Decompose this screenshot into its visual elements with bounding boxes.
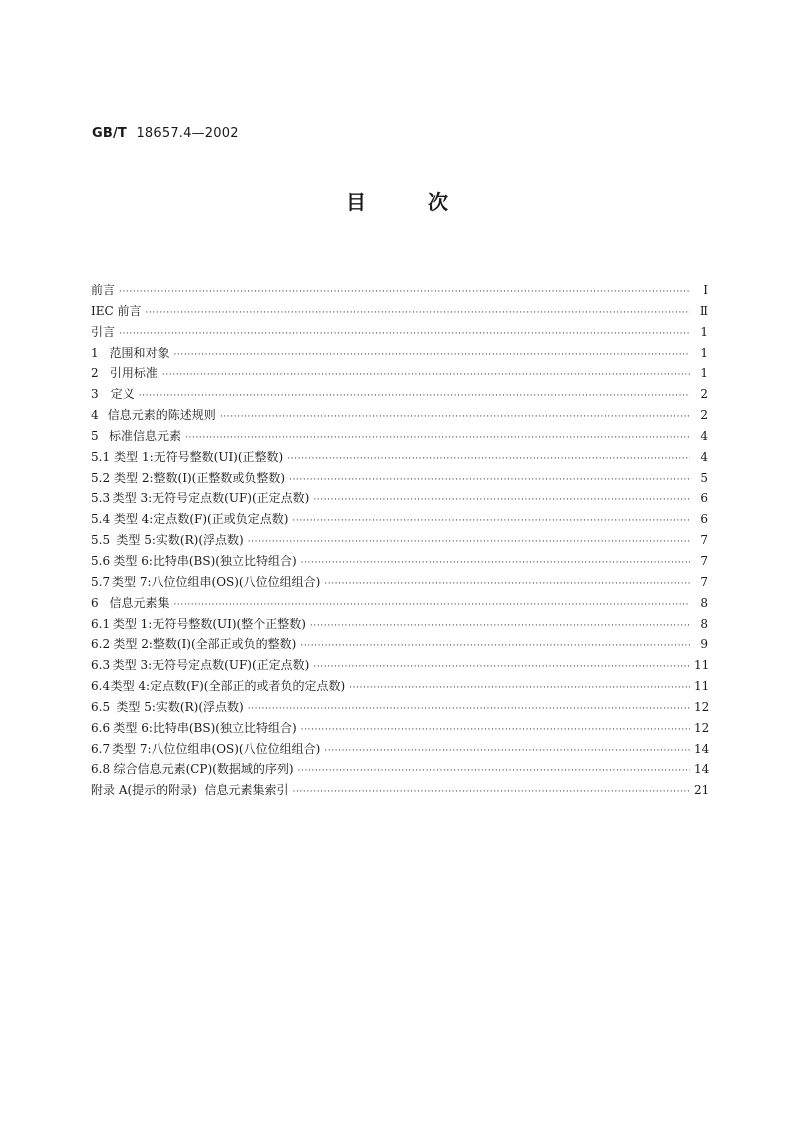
toc-entry-label: 附录 A(提示的附录) 信息元素集索引: [91, 783, 289, 798]
toc-entry[interactable]: [91, 322, 708, 343]
toc-entry-label: 范围和对象: [109, 345, 170, 360]
table-of-contents: [91, 280, 708, 801]
standard-code-number: 18657.4—2002: [136, 126, 239, 141]
toc-entry-page: 1: [700, 324, 708, 339]
toc-entry[interactable]: [91, 676, 708, 697]
toc-entry-number: 5.2: [91, 470, 111, 485]
toc-leader-dots: [185, 428, 690, 449]
toc-entry[interactable]: [91, 614, 708, 635]
toc-leader-dots: [173, 345, 690, 366]
toc-entry-label: 信息元素的陈述规则: [107, 408, 216, 423]
toc-leader-dots: [298, 761, 690, 782]
toc-entry-number: 5.7: [91, 574, 111, 589]
toc-entry-number: 1: [91, 345, 99, 360]
toc-leader-dots: [313, 490, 690, 511]
toc-leader-dots: [287, 449, 690, 470]
toc-entry-number: 5.4: [91, 512, 111, 527]
toc-entry-page: 12: [694, 699, 710, 714]
toc-entry-label: 引用标准: [109, 366, 158, 381]
toc-entry[interactable]: [91, 780, 708, 801]
toc-entry[interactable]: [91, 343, 708, 364]
toc-entry-number: 6.2: [91, 637, 111, 652]
toc-entry-page: 11: [694, 679, 710, 694]
toc-entry-page: 6: [700, 512, 708, 527]
toc-entry-label: 标准信息元素: [109, 428, 182, 443]
toc-entry-label: 类型 3:无符号定点数(UF)(正定点数): [112, 491, 310, 506]
toc-entry-label: 前言: [91, 283, 116, 297]
toc-entry-number: 5.1: [91, 449, 111, 464]
toc-entry-page: 2: [700, 408, 708, 423]
toc-entry-number: 6.6: [91, 720, 111, 735]
toc-leader-dots: [313, 657, 690, 678]
toc-leader-dots: [301, 553, 690, 574]
toc-entry[interactable]: [91, 488, 708, 509]
toc-leader-dots: [248, 699, 690, 720]
toc-entry[interactable]: [91, 280, 708, 301]
toc-entry-page: 7: [700, 574, 708, 589]
toc-leader-dots: [292, 511, 690, 532]
toc-entry-label: 类型 1:无符号整数(UI)(正整数): [114, 449, 284, 464]
toc-entry-label: 信息元素集: [109, 595, 170, 610]
toc-entry-label: 类型 7:八位位组串(OS)(八位位组组合): [112, 741, 321, 756]
toc-entry[interactable]: [91, 655, 708, 676]
toc-entry-label: 类型 3:无符号定点数(UF)(正定点数): [112, 658, 310, 673]
toc-entry-label: 类型 2:整数(I)(正整数或负整数): [114, 470, 286, 485]
toc-entry-label: 类型 1:无符号整数(UI)(整个正整数): [112, 616, 306, 631]
toc-entry[interactable]: [91, 363, 708, 384]
toc-entry-page: 14: [694, 741, 710, 756]
toc-leader-dots: [139, 386, 690, 407]
toc-entry-label: 类型 5:实数(R)(浮点数): [116, 699, 244, 714]
toc-entry-page: 1: [700, 366, 708, 381]
toc-leader-dots: [289, 470, 690, 491]
toc-entry-page: Ⅰ: [703, 283, 708, 297]
toc-entry[interactable]: [91, 530, 708, 551]
toc-entry-number: 6.4: [91, 679, 111, 694]
toc-leader-dots: [146, 303, 691, 324]
toc-entry-page: 14: [694, 762, 710, 777]
toc-entry[interactable]: [91, 405, 708, 426]
toc-entry-label: 类型 2:整数(I)(全部正或负的整数): [113, 637, 297, 652]
toc-entry-number: 2: [91, 366, 99, 381]
standard-code: [92, 126, 239, 141]
toc-entry-page: 9: [700, 637, 708, 652]
toc-entry-label: 类型 4:定点数(F)(正或负定点数): [113, 512, 289, 527]
toc-entry-page: 11: [694, 658, 710, 673]
toc-entry[interactable]: [91, 468, 708, 489]
toc-entry-page: 7: [700, 533, 708, 548]
standard-code-prefix: GB/T: [92, 126, 127, 141]
toc-leader-dots: [349, 678, 690, 699]
toc-entry-number: 5.3: [91, 491, 111, 506]
toc-leader-dots: [248, 532, 690, 553]
toc-entry-number: 6.1: [91, 616, 111, 631]
toc-leader-dots: [162, 365, 690, 386]
toc-entry-page: 4: [700, 428, 708, 443]
toc-entry-number: 5.5: [91, 533, 111, 548]
toc-entry-number: 5: [91, 428, 99, 443]
toc-entry-label: 类型 6:比特串(BS)(独立比特组合): [113, 720, 297, 735]
toc-entry-page: 2: [700, 387, 708, 402]
toc-entry-label: 类型 6:比特串(BS)(独立比特组合): [113, 553, 297, 568]
toc-entry-number: 6.7: [91, 741, 111, 756]
toc-entry[interactable]: [91, 759, 708, 780]
toc-entry-page: 8: [700, 616, 708, 631]
toc-entry-label: IEC 前言: [91, 303, 142, 318]
toc-entry[interactable]: [91, 697, 708, 718]
toc-entry-number: 6.5: [91, 699, 111, 714]
toc-entry[interactable]: [91, 718, 708, 739]
toc-entry-number: 4: [91, 408, 99, 423]
toc-entry[interactable]: [91, 739, 708, 760]
toc-leader-dots: [119, 324, 690, 345]
toc-leader-dots: [119, 282, 690, 303]
toc-entry-page: 7: [700, 553, 708, 568]
toc-leader-dots: [292, 782, 690, 803]
toc-entry-number: 3: [91, 387, 99, 402]
toc-entry-label: 类型 7:八位位组串(OS)(八位位组组合): [112, 574, 321, 589]
toc-entry-label: 引言: [91, 324, 116, 339]
toc-entry-page: 12: [694, 720, 710, 735]
toc-leader-dots: [310, 616, 690, 637]
toc-entry-label: 定义: [110, 387, 135, 402]
toc-entry[interactable]: [91, 551, 708, 572]
toc-entry-page: Ⅱ: [699, 303, 708, 318]
toc-entry-number: 6.3: [91, 658, 111, 673]
toc-entry[interactable]: [91, 384, 708, 405]
toc-entry[interactable]: [91, 593, 708, 614]
toc-leader-dots: [324, 741, 690, 762]
toc-leader-dots: [301, 720, 690, 741]
toc-entry-label: 类型 4:定点数(F)(全部正的或者负的定点数): [110, 679, 346, 694]
toc-leader-dots: [173, 595, 690, 616]
toc-entry-page: 21: [694, 783, 710, 798]
toc-entry-page: 6: [700, 491, 708, 506]
toc-entry[interactable]: [91, 447, 708, 468]
toc-entry[interactable]: [91, 572, 708, 593]
toc-leader-dots: [324, 574, 690, 595]
toc-entry-label: 类型 5:实数(R)(浮点数): [116, 533, 244, 548]
page-title: 目次: [346, 190, 510, 214]
toc-entry-number: 6: [91, 595, 99, 610]
toc-entry-number: 6.8: [91, 762, 111, 777]
toc-entry[interactable]: [91, 509, 708, 530]
toc-entry[interactable]: [91, 301, 708, 322]
toc-entry[interactable]: [91, 426, 708, 447]
toc-leader-dots: [220, 407, 690, 428]
toc-entry-label: 综合信息元素(CP)(数据域的序列): [113, 762, 294, 777]
toc-entry-page: 5: [700, 470, 708, 485]
toc-entry-page: 4: [700, 449, 708, 464]
toc-leader-dots: [300, 636, 690, 657]
toc-entry[interactable]: [91, 634, 708, 655]
toc-entry-page: 1: [700, 345, 708, 360]
toc-entry-page: 8: [700, 595, 708, 610]
toc-entry-number: 5.6: [91, 553, 111, 568]
